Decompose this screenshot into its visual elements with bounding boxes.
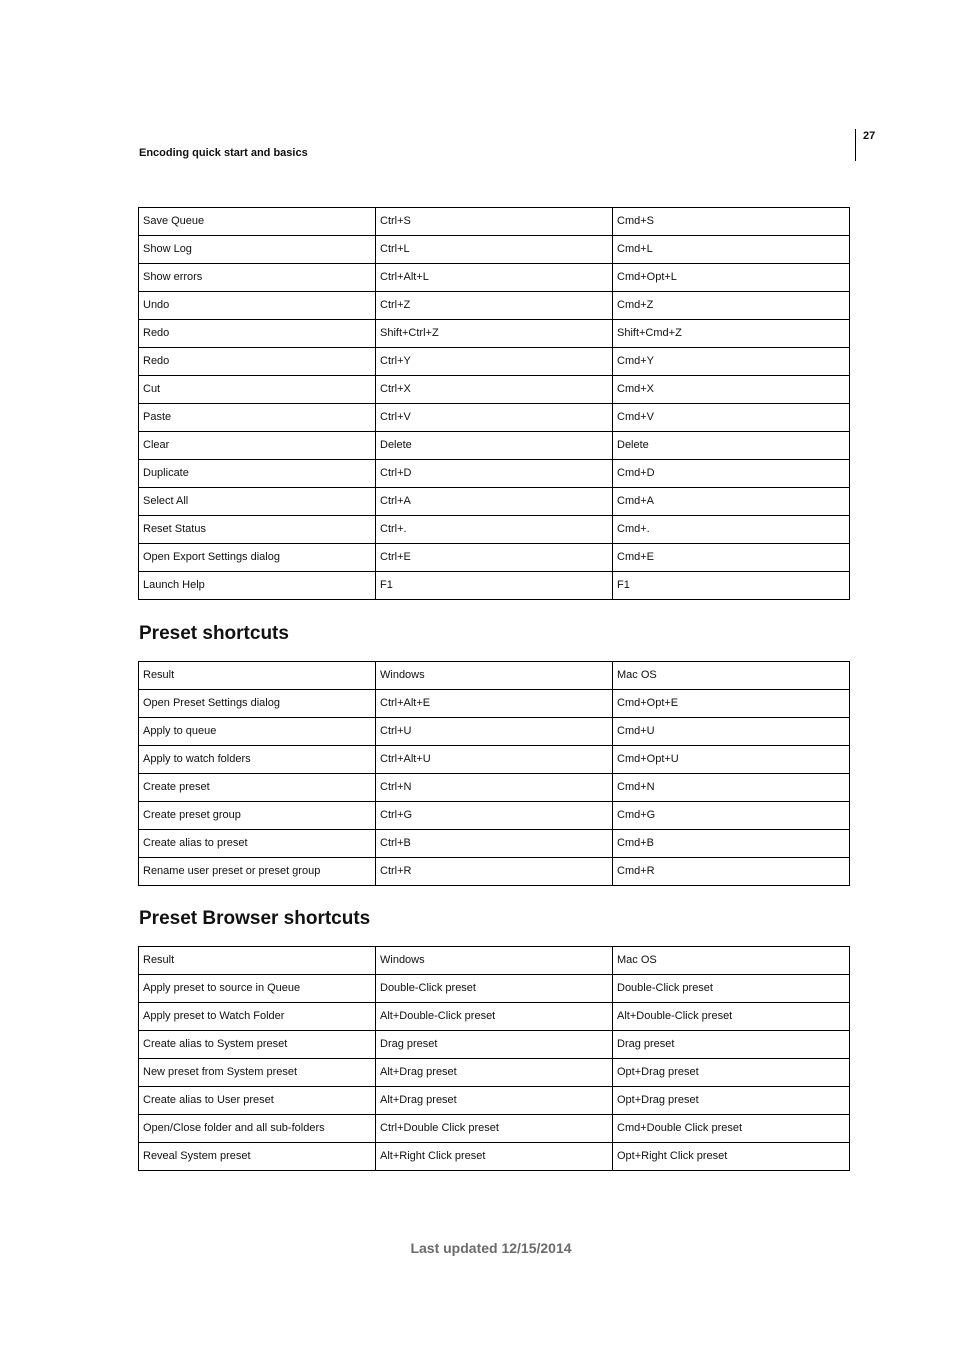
result-cell: Result: [139, 947, 376, 975]
table-row: [139, 208, 850, 236]
mac-os-cell: Cmd+Opt+U: [613, 746, 850, 774]
windows-cell: Alt+Double-Click preset: [376, 1003, 613, 1031]
result-cell: Create preset: [139, 774, 376, 802]
mac-os-cell: F1: [613, 572, 850, 600]
result-cell: Result: [139, 662, 376, 690]
table-row: [139, 830, 850, 858]
mac-os-cell: Cmd+.: [613, 516, 850, 544]
running-head: Encoding quick start and basics: [139, 147, 308, 159]
result-cell: Open Preset Settings dialog: [139, 690, 376, 718]
mac-os-cell: Cmd+E: [613, 544, 850, 572]
windows-cell: Ctrl+Alt+E: [376, 690, 613, 718]
result-cell: Show Log: [139, 236, 376, 264]
mac-os-cell: Cmd+X: [613, 376, 850, 404]
result-cell: Reveal System preset: [139, 1143, 376, 1171]
result-cell: Save Queue: [139, 208, 376, 236]
result-cell: Apply to watch folders: [139, 746, 376, 774]
table-row: [139, 460, 850, 488]
windows-cell: Ctrl+D: [376, 460, 613, 488]
mac-os-cell: Shift+Cmd+Z: [613, 320, 850, 348]
result-cell: Create preset group: [139, 802, 376, 830]
mac-os-cell: Cmd+U: [613, 718, 850, 746]
mac-os-cell: Delete: [613, 432, 850, 460]
table-row: [139, 292, 850, 320]
result-cell: Launch Help: [139, 572, 376, 600]
result-cell: Apply preset to source in Queue: [139, 975, 376, 1003]
result-cell: Redo: [139, 320, 376, 348]
windows-cell: Ctrl+N: [376, 774, 613, 802]
table-row: [139, 1003, 850, 1031]
mac-os-cell: Opt+Drag preset: [613, 1059, 850, 1087]
footer-last-updated: Last updated 12/15/2014: [410, 1240, 572, 1256]
windows-cell: Ctrl+Z: [376, 292, 613, 320]
shortcuts-table-preset: [138, 661, 850, 886]
windows-cell: Ctrl+X: [376, 376, 613, 404]
windows-cell: Ctrl+.: [376, 516, 613, 544]
result-cell: Redo: [139, 348, 376, 376]
result-cell: Create alias to User preset: [139, 1087, 376, 1115]
windows-cell: Alt+Drag preset: [376, 1087, 613, 1115]
table-row: [139, 572, 850, 600]
table-row: [139, 1031, 850, 1059]
shortcuts-table-general: [138, 207, 850, 600]
windows-cell: Ctrl+V: [376, 404, 613, 432]
windows-cell: Ctrl+Y: [376, 348, 613, 376]
table-row: [139, 690, 850, 718]
table-row: [139, 264, 850, 292]
table-row: [139, 802, 850, 830]
mac-os-cell: Drag preset: [613, 1031, 850, 1059]
windows-cell: Ctrl+L: [376, 236, 613, 264]
result-cell: Apply to queue: [139, 718, 376, 746]
mac-os-cell: Alt+Double-Click preset: [613, 1003, 850, 1031]
windows-cell: Ctrl+A: [376, 488, 613, 516]
windows-cell: Windows: [376, 662, 613, 690]
mac-os-cell: Cmd+R: [613, 858, 850, 886]
mac-os-cell: Cmd+S: [613, 208, 850, 236]
section-heading-preset-browser-shortcuts: Preset Browser shortcuts: [139, 908, 371, 929]
mac-os-cell: Mac OS: [613, 947, 850, 975]
windows-cell: Double-Click preset: [376, 975, 613, 1003]
result-cell: New preset from System preset: [139, 1059, 376, 1087]
windows-cell: Delete: [376, 432, 613, 460]
table-row: [139, 1143, 850, 1171]
mac-os-cell: Mac OS: [613, 662, 850, 690]
shortcuts-table-preset-browser: [138, 946, 850, 1171]
table-row: [139, 858, 850, 886]
section-heading-preset-shortcuts: Preset shortcuts: [139, 623, 289, 644]
table-row: [139, 488, 850, 516]
table-row: [139, 320, 850, 348]
result-cell: Apply preset to Watch Folder: [139, 1003, 376, 1031]
mac-os-cell: Cmd+Double Click preset: [613, 1115, 850, 1143]
table-row: [139, 432, 850, 460]
result-cell: Open Export Settings dialog: [139, 544, 376, 572]
result-cell: Cut: [139, 376, 376, 404]
windows-cell: Ctrl+B: [376, 830, 613, 858]
windows-cell: Ctrl+U: [376, 718, 613, 746]
table-row: [139, 236, 850, 264]
windows-cell: F1: [376, 572, 613, 600]
table-row: [139, 718, 850, 746]
mac-os-cell: Cmd+Z: [613, 292, 850, 320]
table-row: [139, 404, 850, 432]
windows-cell: Ctrl+Alt+L: [376, 264, 613, 292]
mac-os-cell: Cmd+Opt+E: [613, 690, 850, 718]
mac-os-cell: Opt+Right Click preset: [613, 1143, 850, 1171]
table-row: [139, 746, 850, 774]
mac-os-cell: Cmd+D: [613, 460, 850, 488]
table-row: [139, 662, 850, 690]
windows-cell: Ctrl+S: [376, 208, 613, 236]
result-cell: Rename user preset or preset group: [139, 858, 376, 886]
result-cell: Select All: [139, 488, 376, 516]
table-row: [139, 1059, 850, 1087]
result-cell: Reset Status: [139, 516, 376, 544]
result-cell: Create alias to System preset: [139, 1031, 376, 1059]
table-row: [139, 376, 850, 404]
windows-cell: Alt+Right Click preset: [376, 1143, 613, 1171]
table-row: [139, 348, 850, 376]
table-row: [139, 1087, 850, 1115]
table-row: [139, 774, 850, 802]
result-cell: Create alias to preset: [139, 830, 376, 858]
windows-cell: Alt+Drag preset: [376, 1059, 613, 1087]
windows-cell: Ctrl+Alt+U: [376, 746, 613, 774]
page-number: 27: [855, 129, 875, 161]
mac-os-cell: Cmd+L: [613, 236, 850, 264]
windows-cell: Ctrl+E: [376, 544, 613, 572]
windows-cell: Windows: [376, 947, 613, 975]
mac-os-cell: Cmd+G: [613, 802, 850, 830]
windows-cell: Ctrl+R: [376, 858, 613, 886]
mac-os-cell: Opt+Drag preset: [613, 1087, 850, 1115]
mac-os-cell: Cmd+B: [613, 830, 850, 858]
mac-os-cell: Cmd+N: [613, 774, 850, 802]
windows-cell: Ctrl+G: [376, 802, 613, 830]
result-cell: Clear: [139, 432, 376, 460]
table-row: [139, 947, 850, 975]
table-row: [139, 975, 850, 1003]
table-row: [139, 544, 850, 572]
table-row: [139, 1115, 850, 1143]
mac-os-cell: Cmd+V: [613, 404, 850, 432]
mac-os-cell: Cmd+Y: [613, 348, 850, 376]
result-cell: Open/Close folder and all sub-folders: [139, 1115, 376, 1143]
windows-cell: Drag preset: [376, 1031, 613, 1059]
result-cell: Show errors: [139, 264, 376, 292]
mac-os-cell: Double-Click preset: [613, 975, 850, 1003]
mac-os-cell: Cmd+Opt+L: [613, 264, 850, 292]
windows-cell: Ctrl+Double Click preset: [376, 1115, 613, 1143]
mac-os-cell: Cmd+A: [613, 488, 850, 516]
result-cell: Duplicate: [139, 460, 376, 488]
windows-cell: Shift+Ctrl+Z: [376, 320, 613, 348]
result-cell: Paste: [139, 404, 376, 432]
result-cell: Undo: [139, 292, 376, 320]
table-row: [139, 516, 850, 544]
